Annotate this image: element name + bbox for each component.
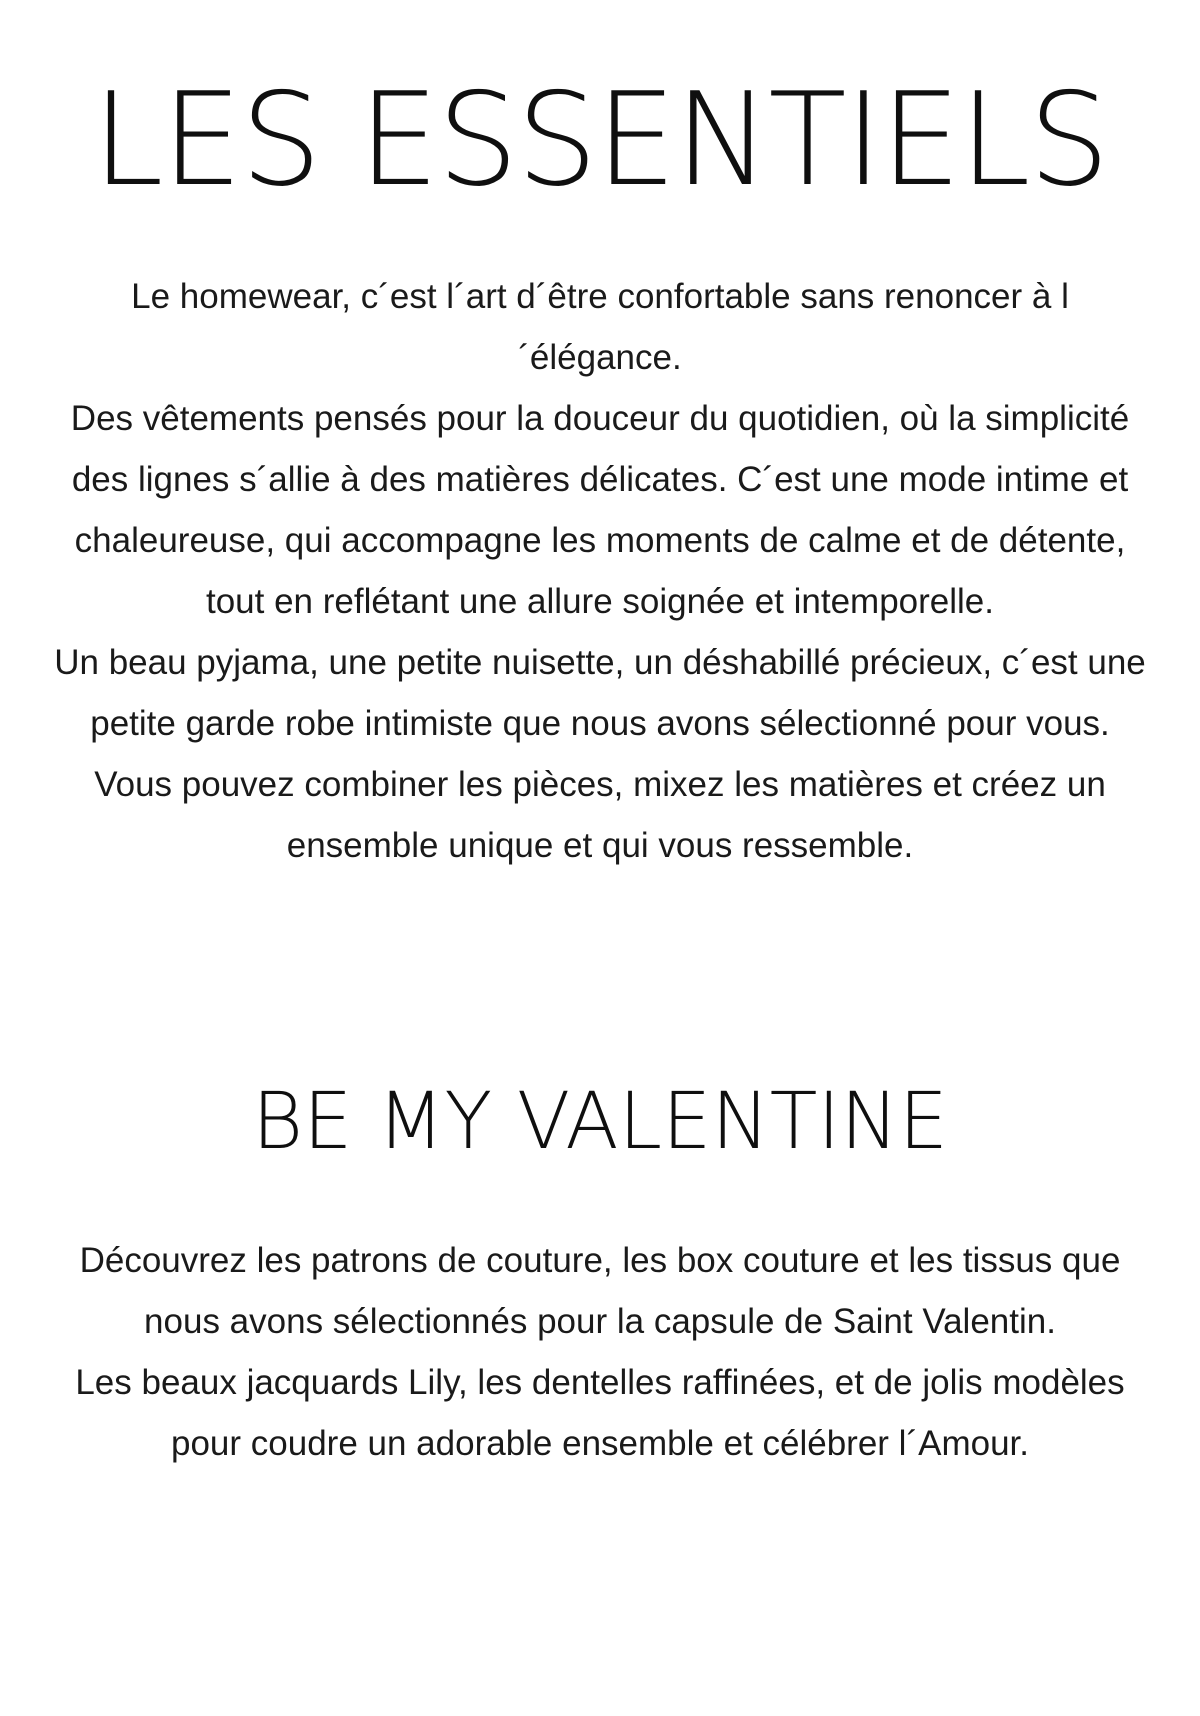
- valentine-title: BE MY VALENTINE: [252, 1077, 948, 1167]
- valentine-body: [50, 1230, 1150, 1474]
- essentiels-title: LES ESSENTIELS: [92, 66, 1108, 215]
- essentiels-paragraph-2: Des vêtements pensés pour la douceur du quotidien, où la simplicité des lignes s´allie à des matières délicates. C´est une mode intime et chaleureuse, qui accompagne les moments de calme et de détente, tout en reflétant une allure soignée et intemporelle.: [70, 399, 1130, 621]
- essentiels-paragraph-3: Un beau pyjama, une petite nuisette, un déshabillé précieux, c´est une petite garde robe intimiste que nous avons sélectionné pour vous.: [54, 643, 1146, 743]
- valentine-paragraph-2: Les beaux jacquards Lily, les dentelles raffinées, et de jolis modèles pour coudre un adorable ensemble et célébrer l´Amour.: [75, 1363, 1125, 1463]
- valentine-paragraph-1: Découvrez les patrons de couture, les box couture et les tissus que nous avons sélectionnés pour la capsule de Saint Valentin.: [79, 1241, 1121, 1341]
- essentiels-paragraph-1: Le homewear, c´est l´art d´être confortable sans renoncer à l´élégance.: [131, 277, 1069, 377]
- essentiels-paragraph-4: Vous pouvez combiner les pièces, mixez les matières et créez un ensemble unique et qui vous ressemble.: [94, 765, 1106, 865]
- essentiels-body: [50, 266, 1150, 876]
